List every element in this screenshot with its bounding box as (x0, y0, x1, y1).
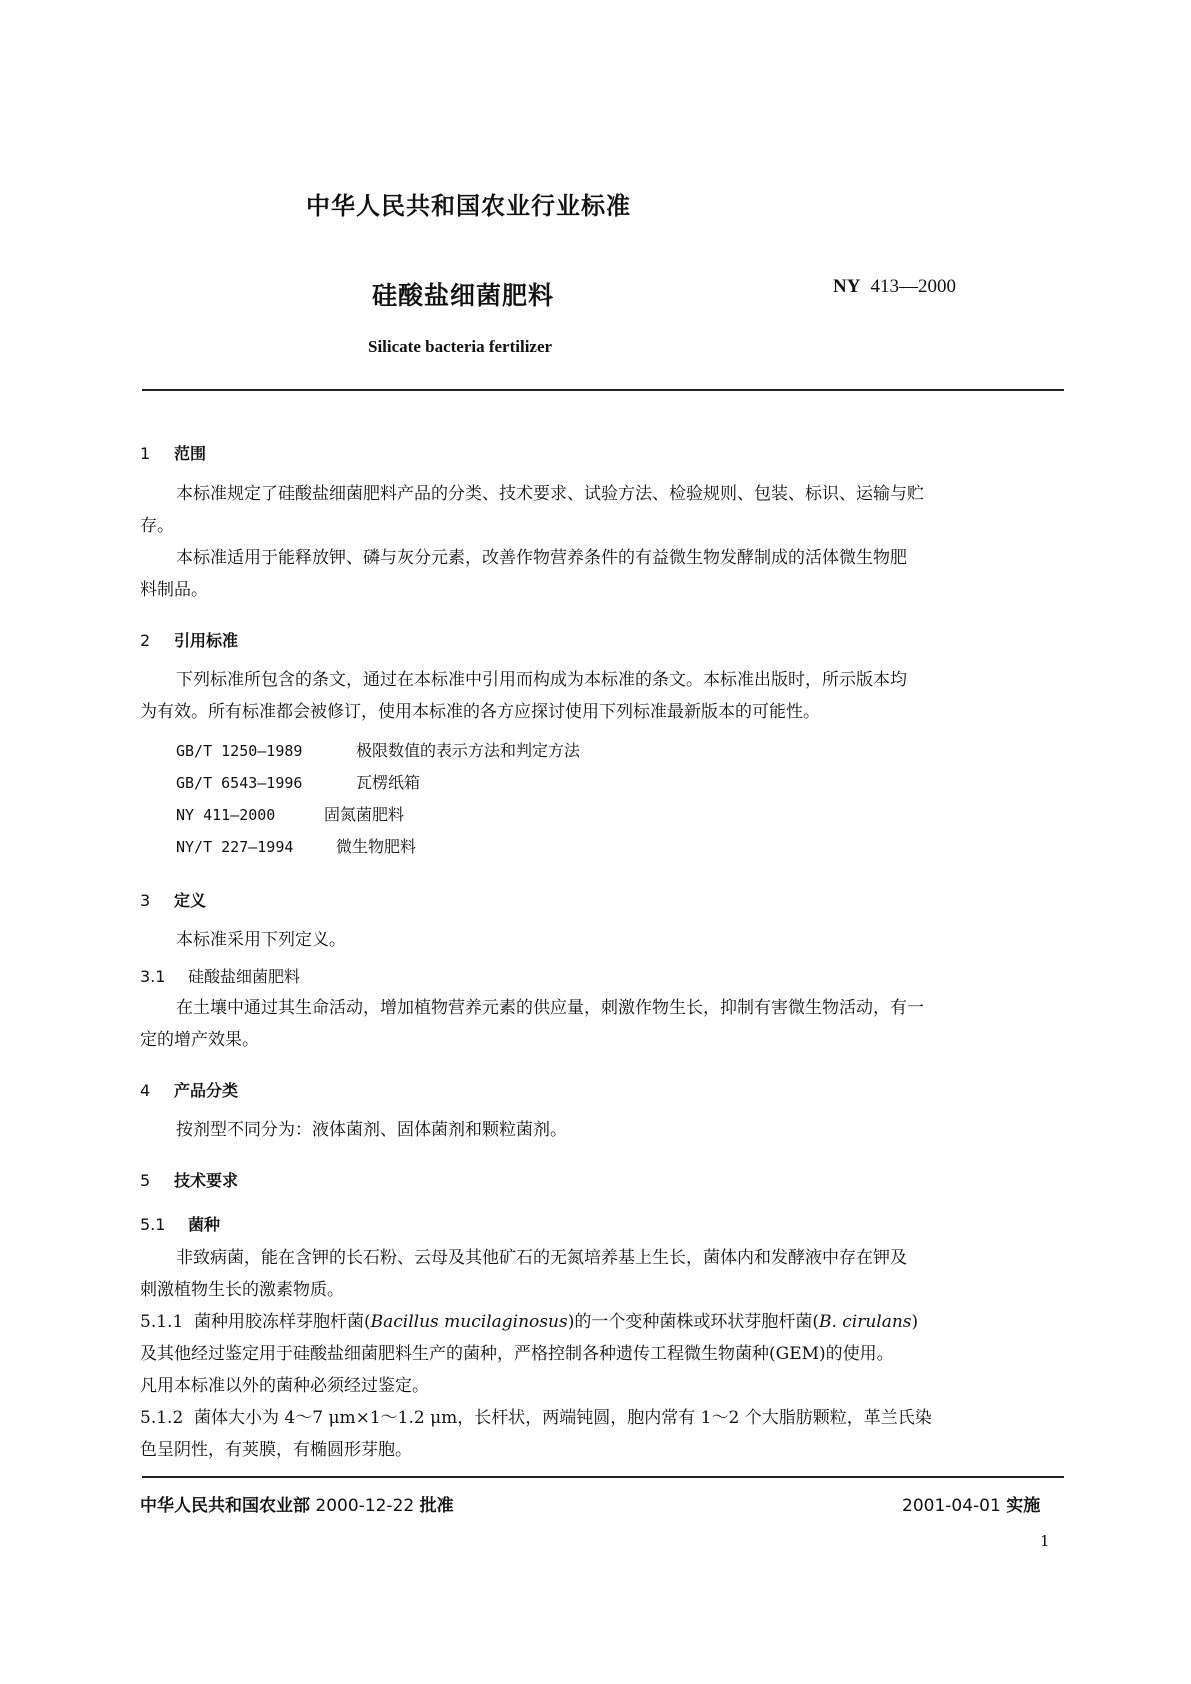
text-fragment: ) (911, 1312, 919, 1332)
subsection-title: 硅酸盐细菌肥料 (188, 967, 301, 986)
standard-code-number: 413—2000 (870, 276, 956, 297)
approval-label: 批准 (419, 1496, 454, 1516)
english-title: Silicate bacteria fertilizer (368, 337, 553, 356)
approval-line (140, 1491, 454, 1516)
subsection-3-1-line-2: 定的增产效果。 (140, 1030, 259, 1050)
section-number: 1 (140, 444, 151, 463)
species-name: B. cirulans (818, 1312, 912, 1332)
subsection-5-1-line-1: 非致病菌，能在含钾的长石粉、云母及其他矿石的无氮培养基上生长，菌体内和发酵液中存在钾及 (176, 1248, 907, 1268)
implementation-line (902, 1491, 1040, 1516)
section-2-heading (140, 628, 238, 651)
subsection-number: 5.1.2 (140, 1408, 184, 1428)
subsection-5-1-1-line-1 (140, 1306, 918, 1338)
text-fragment: 菌体大小为 4～7 μm×1～1.2 μm，长杆状，两端钝圆，胞内常有 1～2 个大脂肪颗粒，革兰氏染 (194, 1408, 932, 1428)
section-title: 产品分类 (174, 1081, 239, 1100)
text-fragment: 菌种用胶冻样芽胞杆菌( (194, 1312, 371, 1332)
subsection-title: 菌种 (188, 1215, 221, 1234)
section-1-paragraph-1-line-2: 存。 (140, 516, 174, 536)
section-1-paragraph-2-line-1: 本标准适用于能释放钾、磷与灰分元素，改善作物营养条件的有益微生物发酵制成的活体微生物肥 (176, 548, 907, 568)
standard-code (833, 276, 956, 298)
section-2-paragraph-line-1: 下列标准所包含的条文，通过在本标准中引用而构成为本标准的条文。本标准出版时，所示版本均 (176, 670, 907, 690)
species-name: Bacillus mucilaginosus (370, 1312, 568, 1332)
reference-item (176, 738, 580, 761)
section-number: 2 (140, 631, 151, 650)
subsection-number: 5.1.1 (140, 1312, 184, 1332)
reference-name: 微生物肥料 (336, 837, 417, 856)
section-title: 范围 (174, 444, 207, 463)
subsection-number: 5.1 (140, 1215, 166, 1234)
section-title: 定义 (174, 891, 207, 910)
reference-code: GB/T 6543—1996 (176, 774, 303, 792)
approval-date: 2000-12-22 (315, 1496, 415, 1516)
reference-code: NY/T 227—1994 (176, 838, 294, 856)
document-title: 硅酸盐细菌肥料 (372, 281, 555, 310)
header-divider (142, 389, 1064, 391)
section-number: 5 (140, 1171, 151, 1190)
subsection-5-1-1-line-2: 及其他经过鉴定用于硅酸盐细菌肥料生产的菌种，严格控制各种遗传工程微生物菌种(GEM)的使用。 (140, 1344, 894, 1364)
standard-code-prefix: NY (833, 276, 861, 297)
subsection-3-1-heading (140, 964, 300, 987)
section-3-paragraph: 本标准采用下列定义。 (176, 930, 346, 950)
section-5-heading (140, 1168, 238, 1191)
section-4-paragraph: 按剂型不同分为：液体菌剂、固体菌剂和颗粒菌剂。 (176, 1120, 567, 1140)
approving-authority: 中华人民共和国农业部 (140, 1496, 310, 1516)
text-fragment: )的一个变种菌株或环状芽胞杆菌( (567, 1312, 819, 1332)
implementation-label: 实施 (1006, 1496, 1041, 1516)
subsection-3-1-line-1: 在土壤中通过其生命活动，增加植物营养元素的供应量，刺激作物生长，抑制有害微生物活动，有一 (176, 998, 924, 1018)
page-number: 1 (1040, 1532, 1050, 1550)
subsection-5-1-1-line-3: 凡用本标准以外的菌种必须经过鉴定。 (140, 1376, 429, 1396)
standard-title: 中华人民共和国农业行业标准 (306, 192, 631, 220)
footer-divider (142, 1476, 1064, 1478)
subsection-5-1-line-2: 刺激植物生长的激素物质。 (140, 1280, 344, 1300)
reference-name: 瓦楞纸箱 (356, 773, 421, 792)
subsection-5-1-2-line-1 (140, 1402, 932, 1434)
reference-code: NY 411—2000 (176, 806, 276, 824)
subsection-5-1-2-line-2: 色呈阴性，有荚膜，有椭圆形芽胞。 (140, 1440, 412, 1460)
section-number: 4 (140, 1081, 151, 1100)
subsection-number: 3.1 (140, 967, 166, 986)
subsection-5-1-heading (140, 1212, 220, 1235)
section-4-heading (140, 1078, 238, 1101)
section-2-paragraph-line-2: 为有效。所有标准都会被修订，使用本标准的各方应探讨使用下列标准最新版本的可能性。 (140, 702, 820, 722)
section-1-heading (140, 441, 206, 464)
section-title: 技术要求 (174, 1171, 239, 1190)
implementation-date: 2001-04-01 (902, 1496, 1001, 1516)
reference-item (176, 770, 420, 793)
reference-name: 极限数值的表示方法和判定方法 (356, 741, 581, 760)
reference-item (176, 802, 404, 825)
reference-item (176, 834, 416, 857)
section-3-heading (140, 888, 206, 911)
section-1-paragraph-1-line-1: 本标准规定了硅酸盐细菌肥料产品的分类、技术要求、试验方法、检验规则、包装、标识、运输与贮 (176, 484, 924, 504)
reference-code: GB/T 1250—1989 (176, 742, 303, 760)
section-title: 引用标准 (174, 631, 239, 650)
reference-name: 固氮菌肥料 (324, 805, 405, 824)
section-number: 3 (140, 891, 151, 910)
section-1-paragraph-2-line-2: 料制品。 (140, 580, 208, 600)
